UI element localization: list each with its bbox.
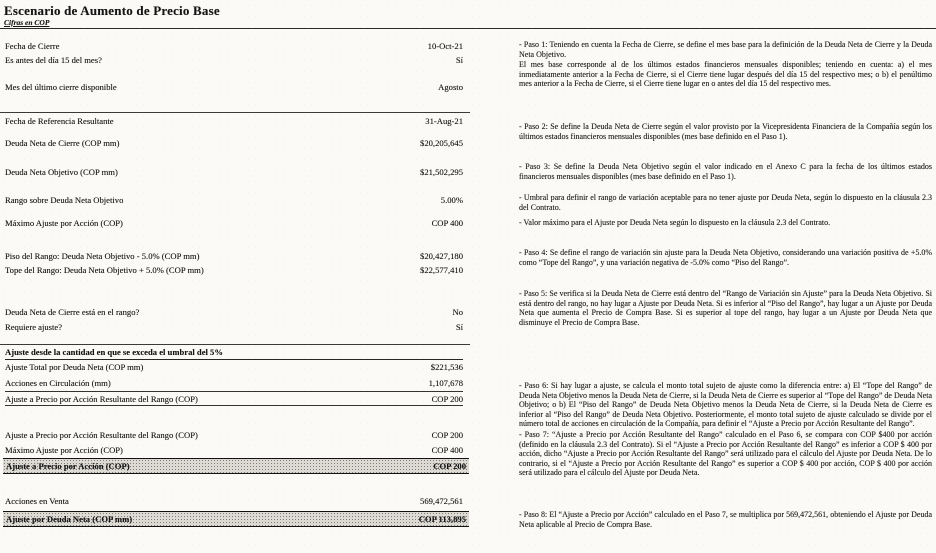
row-ajuste-precio-accion-final bbox=[3, 458, 469, 474]
row-label: Requiere ajuste? bbox=[5, 322, 63, 332]
note-paso-2: - Paso 2: Se define la Deuda Neta de Cierre según el valor provisto por la Vicepresidenta Financiera de la Compañía según los últimos estados financieros mensuales disponibles (mes base definido en el Paso 1). bbox=[519, 122, 932, 141]
row-label: Tope del Rango: Deuda Neta Objetivo + 5.0% (COP mm) bbox=[5, 265, 204, 275]
row-label: Ajuste a Precio por Acción Resultante del Rango (COP) bbox=[5, 430, 198, 440]
row-value: 1,107,678 bbox=[428, 378, 463, 388]
row-requiere-ajuste bbox=[5, 322, 463, 332]
note-paso-8: - Paso 8: El “Ajuste a Precio por Acción” calculado en el Paso 7, se multiplica por 569,472,561, obteniendo el Ajuste por Deuda Neta aplicable al Precio de Compra Base. bbox=[519, 510, 932, 529]
row-deuda-neta-objetivo bbox=[5, 167, 463, 177]
row-value: Sí bbox=[455, 322, 463, 332]
row-deuda-neta-cierre bbox=[5, 138, 463, 148]
row-value: COP 200 bbox=[431, 393, 463, 404]
row-value: COP 400 bbox=[431, 218, 463, 228]
note-paso-6: - Paso 6: Si hay lugar a ajuste, se calcula el monto total sujeto de ajuste como la diferencia entre: a) El “Tope del Rango” de Deuda Neta Objetivo menos la Deuda Neta de Cierre, si la Deuda Neta de Cierre es superior al “Tope del Rango” de Deuda Neta Objetivo; o b) El “Piso del Rango” de Deuda Neta Objetivo menos la Deuda Neta de Cierre, si la Deuda Neta de Cierre es inferior al “Piso del Rango” de Deuda Neta Objetivo. Posteriormente, el monto total sujeto de ajuste calculado se divide por el número total de acciones en circulación de la Compañía, para definir el “Ajuste a Precio por Acción Resultante del Rango”. bbox=[519, 381, 932, 429]
row-fecha-cierre bbox=[5, 41, 463, 51]
note-paso-3: - Paso 3: Se define la Deuda Neta Objetivo según el valor indicado en el Anexo C para la fecha de los últimos estados financieros mensuales disponibles (mes base definido en el Paso 1). bbox=[519, 162, 932, 181]
row-label: Es antes del día 15 del mes? bbox=[5, 55, 102, 65]
note-paso-1-detalle: El mes base corresponde al de los últimos estados financieros mensuales disponibles; teniendo en cuenta: a) el mes inmediatamente anterior a la Fecha de Cierre, si el Cierre tiene lugar después del día 15 del respectivo mes; o b) el penúltimo mes anterior a la Fecha de Cierre, si el Cierre tiene lugar en o antes del día 15 del respectivo mes. bbox=[519, 60, 932, 89]
row-value: COP 200 bbox=[431, 430, 463, 440]
row-label: Ajuste Total por Deuda Neta (COP mm) bbox=[5, 362, 144, 372]
row-ajuste-precio-resultante-2 bbox=[5, 430, 463, 440]
row-acciones-circulacion bbox=[5, 378, 463, 388]
row-value: COP 113,895 bbox=[418, 514, 466, 524]
row-label: Deuda Neta de Cierre está en el rango? bbox=[5, 307, 140, 317]
row-value: 10-Oct-21 bbox=[427, 41, 463, 51]
row-ajuste-total-deuda bbox=[5, 362, 463, 372]
section-divider-1 bbox=[0, 112, 470, 113]
note-valor-maximo: - Valor máximo para el Ajuste por Deuda Neta según lo dispuesto en la cláusula 2.3 del Contrato. bbox=[519, 218, 831, 227]
row-label: Ajuste a Precio por Acción (COP) bbox=[6, 461, 130, 471]
note-paso-5: - Paso 5: Se verifica si la Deuda Neta de Cierre está dentro del “Rango de Variación sin Ajuste” para la Deuda Neta Objetivo. Si está dentro del rango, no hay lugar a Ajuste por Deuda Neta. Si es inferior al “Piso del Rango”, hay lugar a un Ajuste por Deuda Neta que aumenta el Precio de Compra Base. Si es superior al tope del rango, hay lugar a un Ajuste por Deuda Neta que disminuye el Precio de Compra Base. bbox=[519, 289, 932, 327]
section-divider-2 bbox=[0, 344, 470, 345]
row-value: 5.00% bbox=[440, 195, 463, 205]
row-value: $20,205,645 bbox=[420, 138, 463, 148]
row-label: Rango sobre Deuda Neta Objetivo bbox=[5, 195, 124, 205]
row-label: Ajuste a Precio por Acción Resultante del Rango (COP) bbox=[5, 393, 198, 404]
row-antes-dia-15 bbox=[5, 55, 463, 65]
row-value: 31-Aug-21 bbox=[425, 116, 463, 126]
row-value: No bbox=[452, 307, 463, 317]
header-divider bbox=[0, 28, 936, 29]
section-header: Ajuste desde la cantidad en que se exceda el umbral del 5% bbox=[5, 347, 463, 360]
row-ajuste-deuda-neta-final bbox=[3, 511, 469, 527]
row-label: Piso del Rango: Deuda Neta Objetivo - 5.0% (COP mm) bbox=[5, 251, 200, 261]
row-label: Deuda Neta de Cierre (COP mm) bbox=[5, 138, 120, 148]
row-value: $221,536 bbox=[430, 362, 463, 372]
note-paso-4: - Paso 4: Se define el rango de variación sin ajuste para la Deuda Neta Objetivo, considerando una variación positiva de +5.0% como “Tope del Rango”, y una variación negativa de -5.0% como “Piso del Rango”. bbox=[519, 248, 932, 267]
note-umbral: - Umbral para definir el rango de variación aceptable para no tener ajuste por Deuda Neta, según lo dispuesto en la cláusula 2.3 del Contrato. bbox=[519, 193, 932, 212]
row-rango-deuda-neta bbox=[5, 195, 463, 205]
row-maximo-ajuste-accion bbox=[5, 218, 463, 228]
row-fecha-referencia bbox=[5, 116, 463, 126]
note-paso-1: - Paso 1: Teniendo en cuenta la Fecha de Cierre, se define el mes base para la definición de la Deuda Neta de Cierre y la Deuda Neta Objetivo. bbox=[519, 40, 932, 59]
row-label: Acciones en Venta bbox=[5, 496, 69, 506]
row-value: COP 400 bbox=[431, 445, 463, 455]
row-deuda-en-rango bbox=[5, 307, 463, 317]
row-maximo-ajuste-accion-2 bbox=[5, 445, 463, 455]
row-label: Mes del último cierre disponible bbox=[5, 82, 117, 92]
row-value: $20,427,180 bbox=[420, 251, 463, 261]
row-ajuste-precio-resultante-1 bbox=[5, 391, 463, 406]
row-value: Agosto bbox=[438, 82, 463, 92]
row-label: Fecha de Cierre bbox=[5, 41, 60, 51]
row-tope-rango bbox=[5, 265, 463, 275]
row-label: Máximo Ajuste por Acción (COP) bbox=[5, 218, 123, 228]
row-value: Sí bbox=[455, 55, 463, 65]
row-label: Máximo Ajuste por Acción (COP) bbox=[5, 445, 123, 455]
row-piso-rango bbox=[5, 251, 463, 261]
row-acciones-venta bbox=[5, 496, 463, 506]
row-value: 569,472,561 bbox=[420, 496, 463, 506]
page-title: Escenario de Aumento de Precio Base bbox=[4, 3, 220, 18]
row-value: COP 200 bbox=[433, 461, 466, 471]
row-value: $22,577,410 bbox=[420, 265, 463, 275]
note-paso-7: - Paso 7: “Ajuste a Precio por Acción Resultante del Rango” calculado en el Paso 6, se compara con COP $400 por acción (definido en la cláusula 2.3 del Contrato). Si el “Ajuste a Precio por Acción Resultante del Rango” es inferior a COP $ 400 por acción, dicho “Ajuste a Precio por Acción Resultante del Rango” será utilizado para el cálculo del Ajuste por Deuda Neta. De lo contrario, si el “Ajuste a Precio por Acción Resultante del Rango” es superior a COP $ 400 por acción, COP $ 400 por acción será utilizado para el cálculo del Ajuste por Deuda Neta. bbox=[519, 430, 932, 478]
row-value: $21,502,295 bbox=[420, 167, 463, 177]
row-label: Deuda Neta Objetivo (COP mm) bbox=[5, 167, 118, 177]
row-label: Ajuste por Deuda Neta (COP mm) bbox=[6, 514, 133, 524]
page-subtitle: Cifras en COP bbox=[4, 18, 50, 27]
row-label: Acciones en Circulación (mm) bbox=[5, 378, 111, 388]
row-mes-ultimo-cierre bbox=[5, 82, 463, 92]
row-label: Fecha de Referencia Resultante bbox=[5, 116, 114, 126]
